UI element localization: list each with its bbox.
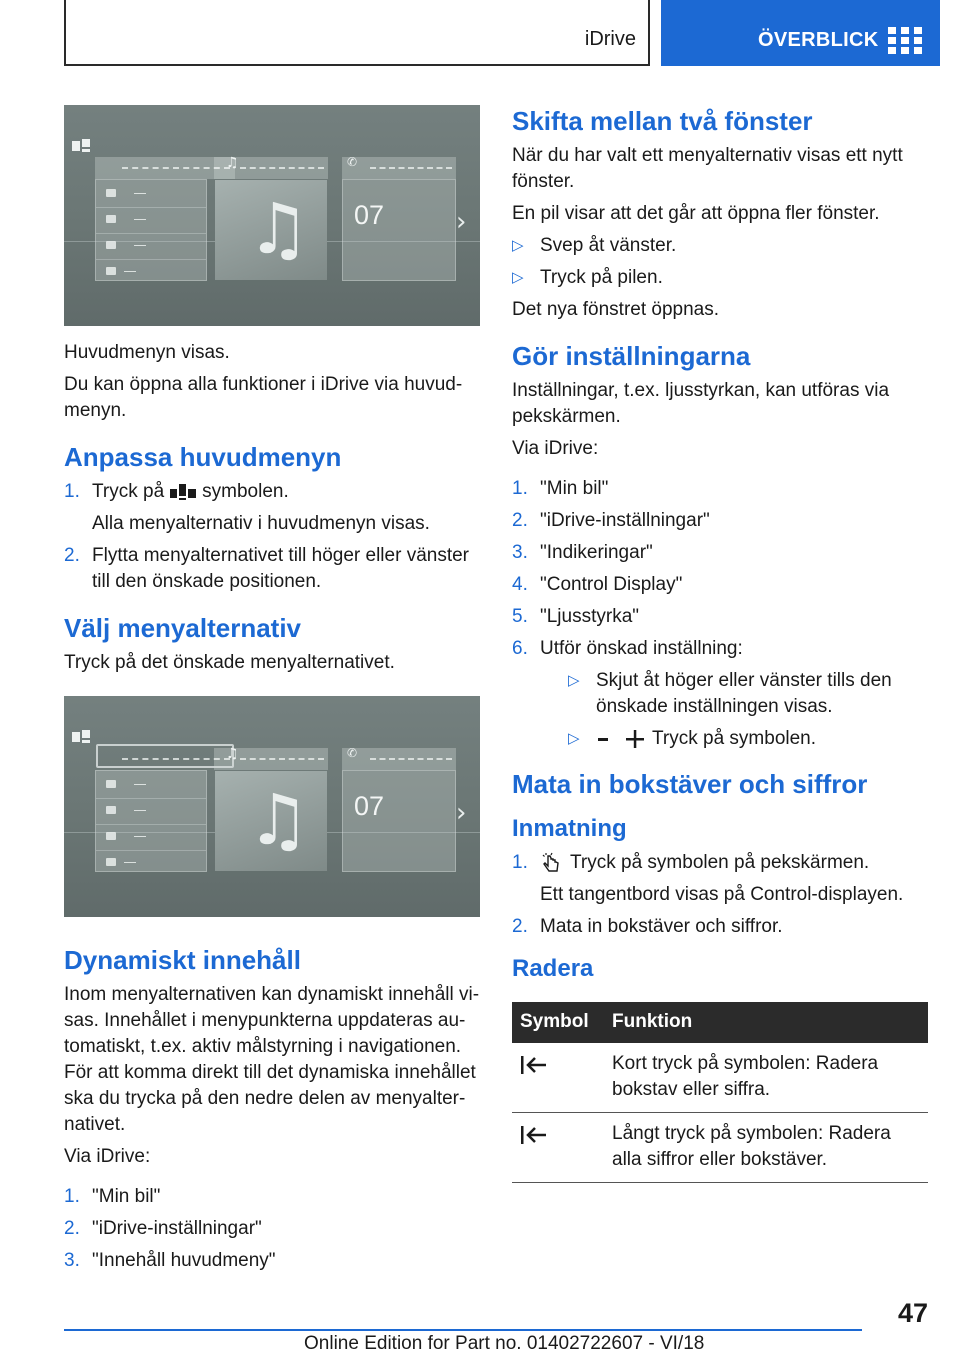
chevron-right-icon: › [456,798,467,828]
dynamiskt-text: Inom menyalternativen kan dynamiskt innehåll visas. Innehållet i menypunkterna uppdateras automatiskt, t.ex. aktiv målstyrning i navigationen. För att komma direkt till det dynamiska innehållet ska du trycka på den nedre delen av menyalternativet. [64,984,480,1135]
table-cell: Kort tryck på symbolen: Radera bokstav eller siffra. [604,1043,928,1113]
table-cell: Långt tryck på symbolen: Radera alla siffror eller bokstäver. [604,1113,928,1183]
via-idrive-label: Via iDrive: [64,1146,151,1167]
list-item: 2. Flytta menyalternativet till höger eller vänster till den önskade positionen. [64,545,469,592]
via-idrive-label: Via iDrive: [512,438,599,459]
music-tab-icon: ♫ [226,155,239,171]
heading-dynamiskt: Dynamiskt innehåll [64,945,301,975]
gor-text: Inställningar, t.ex. ljusstyrkan, kan utföras via pekskärmen. [512,380,890,427]
list-item: ▷ Skjut åt höger eller vänster tills den önskade inställningen visas. [568,670,892,717]
gor-steps [512,476,928,752]
table-row [512,1113,928,1183]
music-tab-icon: ♫ [226,746,239,762]
list-item: 5. "Ljusstyrka" [512,606,640,627]
anpassa-steps [64,479,480,595]
header-section[interactable]: ÖVERBLICK [758,29,879,51]
list-item: 2. "iDrive-inställningar" [64,1218,262,1239]
intro-text-1: Huvudmenyn visas. [64,342,230,363]
car-menu-icon [71,729,91,745]
heading-inmatning: Inmatning [512,815,627,842]
car-menu-icon [71,138,91,154]
keyboard-touch-icon [540,852,562,874]
list-item: 1. Tryck på symbolen. Alla menyalternativ i huvudmenyn visas. [64,481,430,534]
inmatning-steps [512,850,928,940]
music-tile [215,180,327,280]
main-menu-icon [170,483,196,501]
valj-text: Tryck på det önskade menyalternativet. [64,652,395,673]
heading-mata: Mata in bokstäver och siffror [512,769,868,799]
heading-valj: Välj menyalternativ [64,613,301,643]
skifta-text-2: En pil visar att det går att öppna fler fönster. [512,203,880,224]
list-item: ▷ Tryck på symbolen. [568,728,817,749]
menu-selection-screenshot [64,696,480,917]
header-chapter[interactable]: iDrive [584,28,636,50]
main-menu-screenshot [64,105,480,326]
symbol-table [512,1002,928,1183]
list-item: 1. "Min bil" [512,478,609,499]
skifta-bullets [512,233,928,291]
minus-plus-icon [596,730,646,748]
chevron-right-icon: › [456,207,467,237]
list-item: 3. "Indikeringar" [512,542,653,563]
list-item: 3. "Innehåll huvudmeny" [64,1250,276,1271]
list-item: 2. Mata in bokstäver och siffror. [512,916,783,937]
list-item: 6. Utför önskad inställning: ▷ Skjut åt höger eller vänster tills den önskade inställningen visas. ▷ Tryck på symbolen. [512,636,928,752]
right-column [512,105,928,1183]
table-header-symbol: Symbol [512,1002,604,1043]
calendar-day: 07 [354,200,385,230]
list-item: 4. "Control Display" [512,574,683,595]
delete-left-icon [520,1125,548,1145]
table-row [512,1043,928,1113]
header-section-tab[interactable] [661,0,940,66]
table-header-function: Funktion [604,1002,928,1043]
heading-skifta: Skifta mellan två fönster [512,106,813,136]
music-note-icon: ♫ [247,779,310,861]
list-item: ▷ Svep åt vänster. [512,235,677,256]
footer-divider [64,1329,862,1331]
delete-left-icon [520,1055,548,1075]
heading-anpassa: Anpassa huvudmenyn [64,442,342,472]
skifta-text-1: När du har valt ett menyalternativ visas ett nytt fönster. [512,145,903,192]
list-item: 1. "Min bil" [64,1186,161,1207]
left-column [64,105,480,1280]
skifta-text-3: Det nya fönstret öppnas. [512,299,720,320]
dynamiskt-steps [64,1184,480,1274]
heading-gor: Gör inställningarna [512,341,751,371]
music-note-icon: ♫ [247,188,310,270]
phone-tab-icon: ✆ [347,155,358,169]
intro-text-2: Du kan öppna alla funktioner i iDrive via huvudmenyn. [64,374,463,421]
list-item: 2. "iDrive-inställningar" [512,510,710,531]
heading-radera: Radera [512,955,594,982]
phone-tab-icon: ✆ [347,746,358,760]
list-item: ▷ Tryck på pilen. [512,267,663,288]
header-chapter-box [64,0,650,66]
page-number: 47 [897,1298,928,1328]
grid-menu-icon[interactable] [888,27,922,55]
music-tile [215,771,327,871]
edition-text: Online Edition for Part no. 01402722607 - VI/18 [304,1333,705,1354]
list-item: 1. Tryck på symbolen på pekskärmen. Ett tangentbord visas på Control-displayen. [512,852,904,905]
calendar-day: 07 [354,791,385,821]
gor-sub-bullets [568,668,928,752]
